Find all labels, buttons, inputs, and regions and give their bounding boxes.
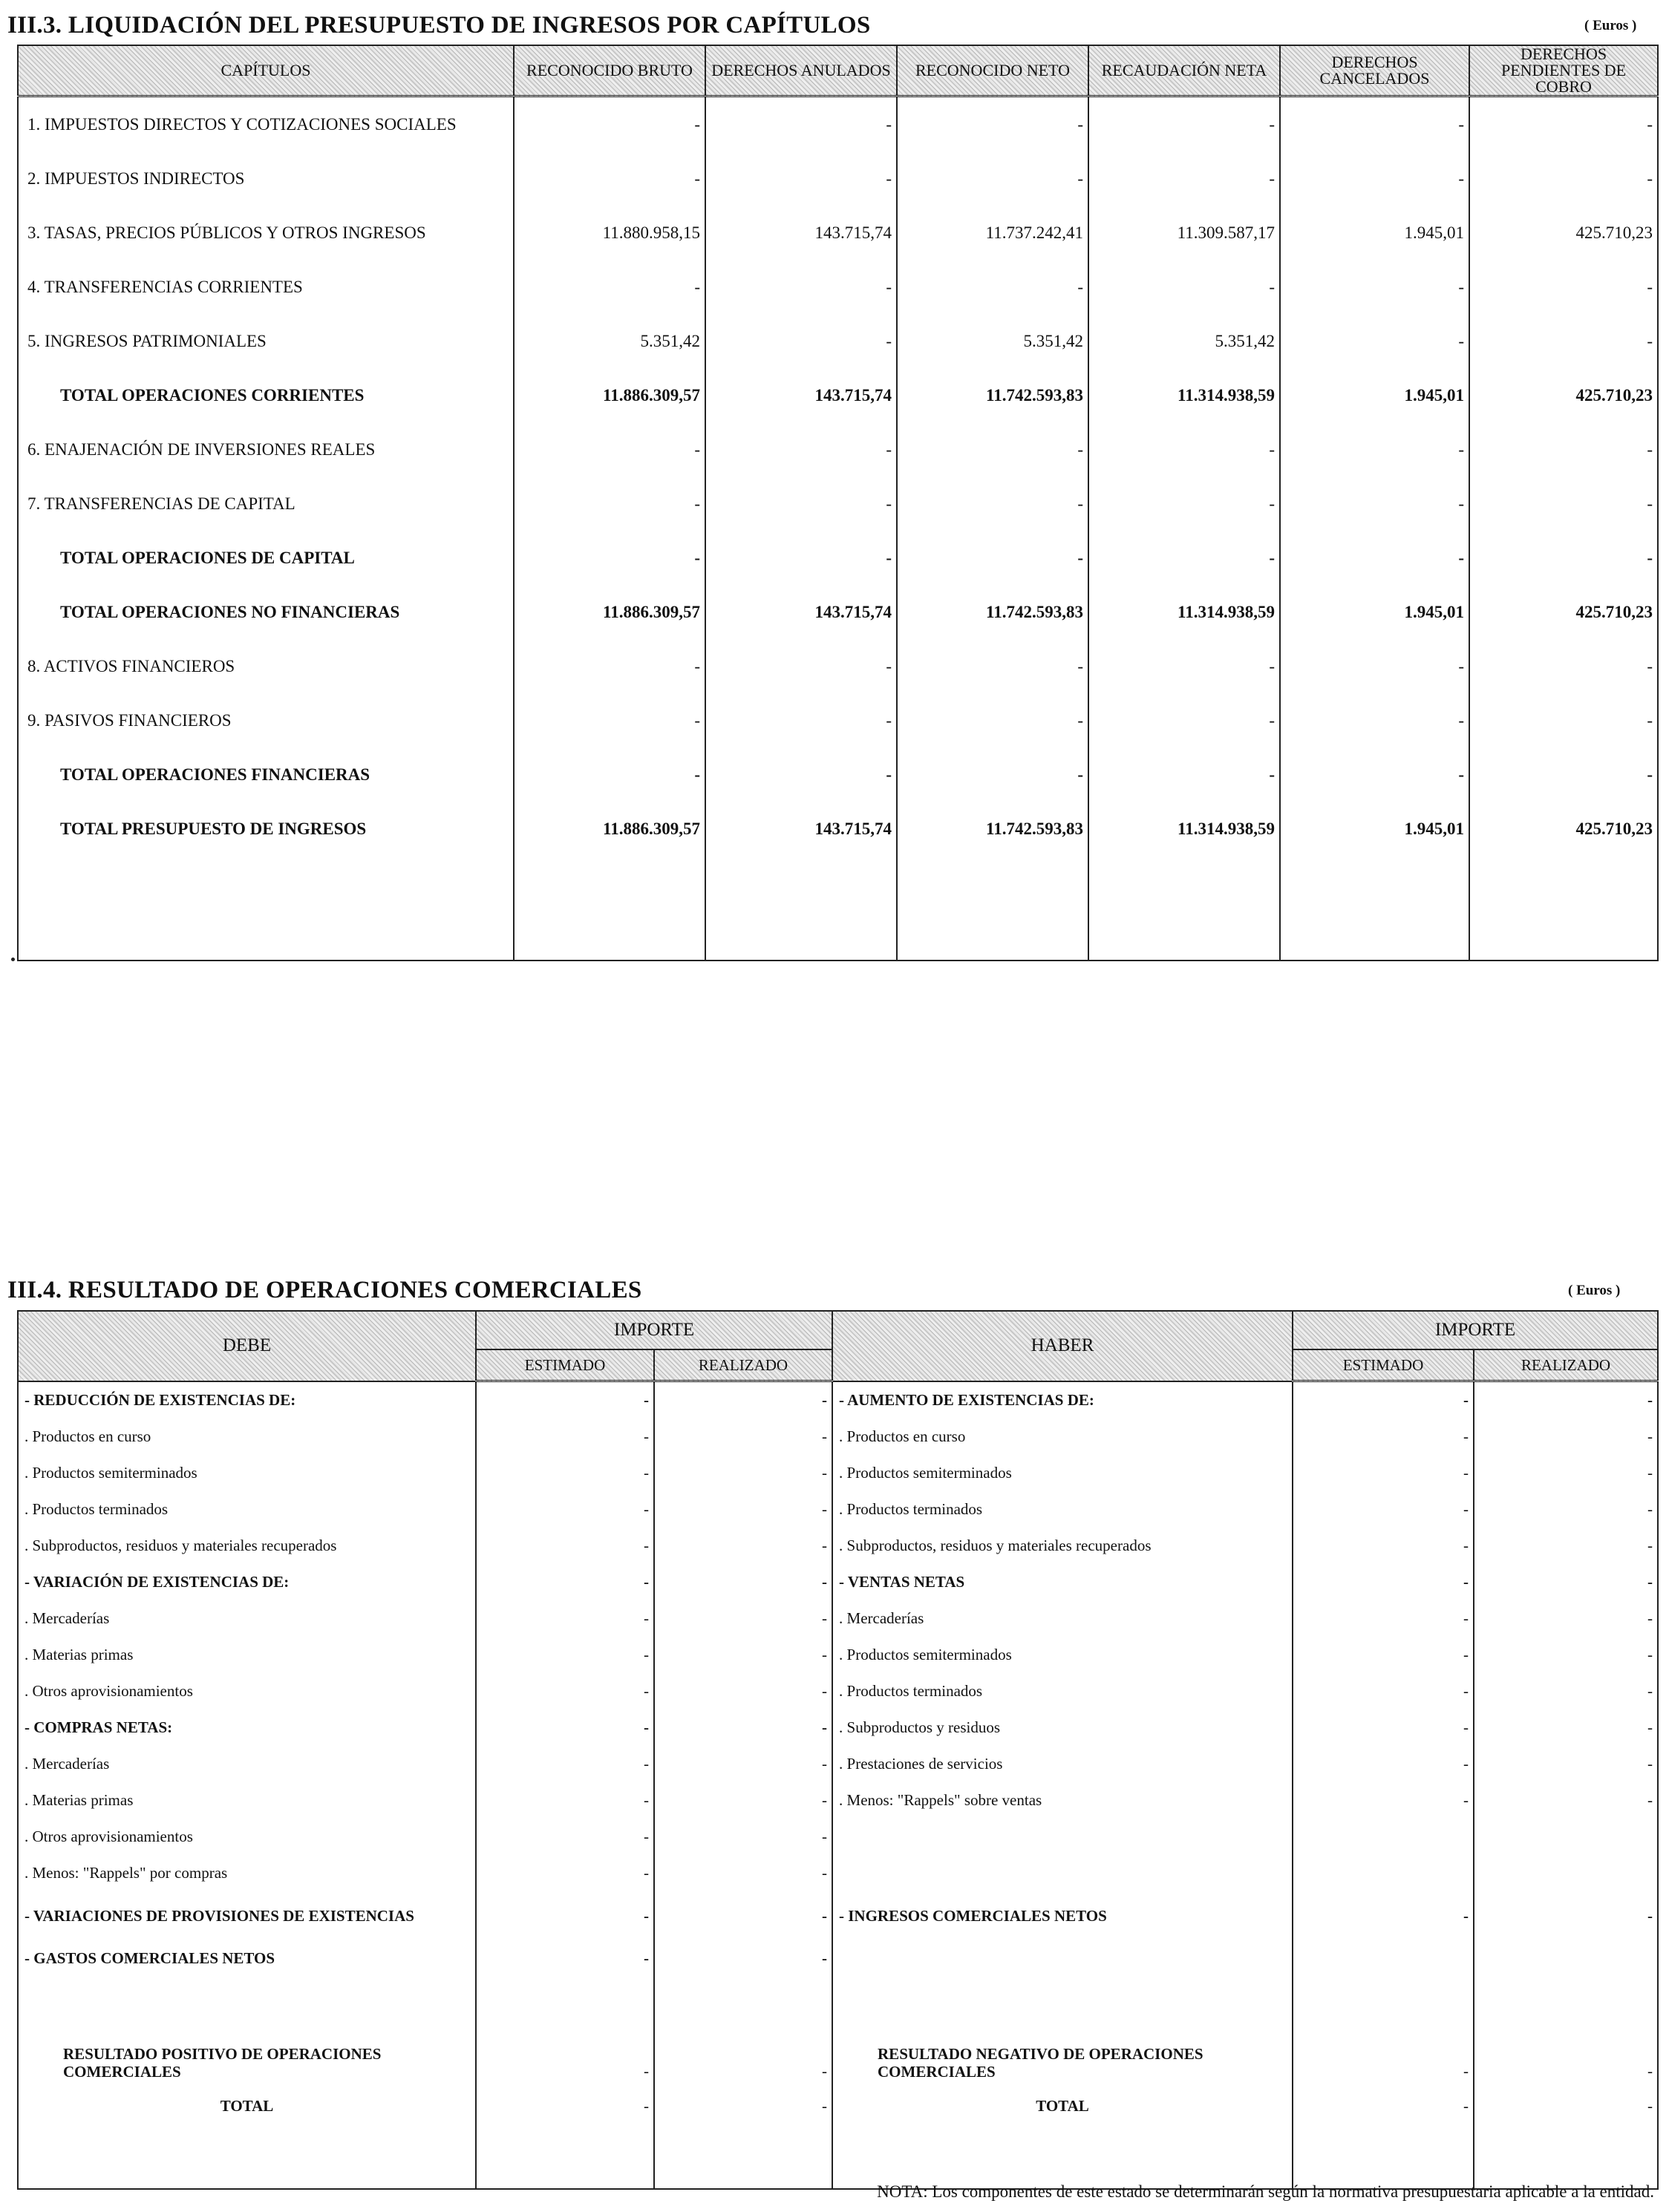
cell-value: - — [654, 1891, 832, 1940]
col-header-estimado: ESTIMADO — [1293, 1349, 1474, 1381]
table-row — [18, 1637, 1658, 1673]
cell-value: - — [1474, 1491, 1658, 1528]
total-row — [18, 531, 1658, 585]
row-label: TOTAL PRESUPUESTO DE INGRESOS — [18, 802, 514, 856]
cell-value: - — [1469, 314, 1658, 368]
cell-value: - — [1469, 151, 1658, 206]
table-row — [18, 260, 1658, 314]
cell-value: - — [1088, 96, 1280, 152]
cell-value: 11.886.309,57 — [514, 585, 705, 639]
cell-value: - — [654, 1709, 832, 1746]
cell-value: - — [476, 1455, 654, 1491]
cell-value: - — [1280, 151, 1469, 206]
cell-value: - — [897, 531, 1088, 585]
cell-value: - — [476, 1977, 654, 2088]
cell-value: - — [1293, 1491, 1474, 1528]
debe-label: - REDUCCIÓN DE EXISTENCIAS DE: — [18, 1381, 476, 1419]
cell-value: - — [1088, 151, 1280, 206]
cell-value: 1.945,01 — [1280, 585, 1469, 639]
cell-value: 143.715,74 — [705, 368, 897, 422]
col-header-reconocido-neto: RECONOCIDO NETO — [897, 45, 1088, 96]
cell-value: - — [897, 639, 1088, 693]
cell-value: - — [897, 422, 1088, 477]
cell-value: - — [1469, 639, 1658, 693]
cell-value: - — [514, 422, 705, 477]
total-row — [18, 802, 1658, 856]
cell-value: - — [1280, 260, 1469, 314]
col-header-capitulos: CAPÍTULOS — [18, 45, 514, 96]
cell-value: - — [1280, 747, 1469, 802]
debe-label: - COMPRAS NETAS: — [18, 1709, 476, 1746]
debe-label: . Subproductos, residuos y materiales recuperados — [18, 1528, 476, 1564]
table-header-row — [18, 1311, 1658, 1349]
col-header-realizado: REALIZADO — [654, 1349, 832, 1381]
cell-value: 425.710,23 — [1469, 802, 1658, 856]
cell-value: - — [654, 1528, 832, 1564]
cell-value: - — [1293, 1528, 1474, 1564]
haber-label: . Menos: "Rappels" sobre ventas — [832, 1782, 1293, 1819]
total-label-debe: TOTAL — [18, 2088, 476, 2124]
table-row — [18, 693, 1658, 747]
cell-value: - — [476, 1940, 654, 1977]
cell-value: - — [1474, 1419, 1658, 1455]
cell-value: - — [1293, 1637, 1474, 1673]
debe-label: - VARIACIÓN DE EXISTENCIAS DE: — [18, 1564, 476, 1600]
cell-value: - — [1293, 1419, 1474, 1455]
cell-value: 1.945,01 — [1280, 368, 1469, 422]
col-header-importe-haber: IMPORTE — [1293, 1311, 1658, 1349]
cell-value: - — [654, 1746, 832, 1782]
cell-value: - — [514, 477, 705, 531]
cell-value: - — [654, 1381, 832, 1419]
cell-value: - — [654, 1419, 832, 1455]
cell-value: - — [1088, 477, 1280, 531]
cell-value: 143.715,74 — [705, 206, 897, 260]
nota-footnote: NOTA: Los componentes de este estado se determinarán según la normativa presupuestaria aplicable a la entidad. — [877, 2182, 1654, 2201]
cell-value: 11.314.938,59 — [1088, 585, 1280, 639]
cell-value: 425.710,23 — [1469, 585, 1658, 639]
total-row — [18, 747, 1658, 802]
cell-value: - — [705, 639, 897, 693]
cell-value: - — [654, 1491, 832, 1528]
cell-value: 5.351,42 — [514, 314, 705, 368]
cell-value: - — [476, 1673, 654, 1709]
cell-value: - — [476, 1746, 654, 1782]
cell-value — [1474, 1819, 1658, 1855]
cell-value: - — [1469, 96, 1658, 152]
debe-label: - VARIACIONES DE PROVISIONES DE EXISTENCIAS — [18, 1891, 476, 1940]
row-label: TOTAL OPERACIONES DE CAPITAL — [18, 531, 514, 585]
col-header-importe-debe: IMPORTE — [476, 1311, 832, 1349]
section-3-title: III.3. LIQUIDACIÓN DEL PRESUPUESTO DE INGRESOS POR CAPÍTULOS — [7, 12, 871, 39]
cell-value: - — [897, 747, 1088, 802]
resultado-negativo-label: RESULTADO NEGATIVO DE OPERACIONES COMERCIALES — [832, 1977, 1293, 2088]
cell-value: - — [654, 1673, 832, 1709]
table-row — [18, 477, 1658, 531]
cell-value: - — [1474, 2088, 1658, 2124]
haber-label: . Productos terminados — [832, 1673, 1293, 1709]
table-row — [18, 422, 1658, 477]
haber-label: . Productos terminados — [832, 1491, 1293, 1528]
cell-value: 11.880.958,15 — [514, 206, 705, 260]
cell-value: - — [514, 96, 705, 152]
debe-label: . Mercaderías — [18, 1746, 476, 1782]
cell-value: - — [1469, 693, 1658, 747]
cell-value: - — [705, 151, 897, 206]
cell-value: - — [476, 1381, 654, 1419]
cell-value: 11.737.242,41 — [897, 206, 1088, 260]
total-row — [18, 2088, 1658, 2124]
table-row — [18, 1419, 1658, 1455]
cell-value: - — [514, 693, 705, 747]
cell-value: - — [1293, 1564, 1474, 1600]
cell-value: - — [1469, 747, 1658, 802]
row-label: TOTAL OPERACIONES FINANCIERAS — [18, 747, 514, 802]
table-header-row — [18, 45, 1658, 96]
ingresos-capitulos-table — [17, 45, 1659, 961]
section-4-units: ( Euros ) — [1568, 1283, 1621, 1298]
table-row — [18, 1709, 1658, 1746]
cell-value: - — [1474, 1673, 1658, 1709]
table-row — [18, 1381, 1658, 1419]
cell-value: - — [476, 1819, 654, 1855]
table-row — [18, 151, 1658, 206]
cell-value: - — [654, 1564, 832, 1600]
cell-value: - — [1474, 1600, 1658, 1637]
cell-value — [1474, 1855, 1658, 1891]
cell-value: - — [897, 260, 1088, 314]
section-4-title: III.4. RESULTADO DE OPERACIONES COMERCIALES — [7, 1277, 642, 1303]
cell-value: - — [1469, 531, 1658, 585]
row-label: 5. INGRESOS PATRIMONIALES — [18, 314, 514, 368]
cell-value: - — [1293, 1455, 1474, 1491]
cell-value: - — [476, 1419, 654, 1455]
haber-label: . Productos semiterminados — [832, 1455, 1293, 1491]
cell-value: - — [1474, 1528, 1658, 1564]
cell-value: - — [1293, 1600, 1474, 1637]
cell-value: - — [1474, 1381, 1658, 1419]
cell-value: - — [1469, 477, 1658, 531]
cell-value: - — [1474, 1637, 1658, 1673]
cell-value: - — [654, 1940, 832, 1977]
table-row — [18, 96, 1658, 152]
cell-value: - — [897, 693, 1088, 747]
cell-value: - — [514, 260, 705, 314]
cell-value: - — [654, 1855, 832, 1891]
debe-label: . Materias primas — [18, 1637, 476, 1673]
cell-value: - — [1280, 693, 1469, 747]
cell-value: - — [476, 1891, 654, 1940]
haber-label: . Subproductos, residuos y materiales recuperados — [832, 1528, 1293, 1564]
row-label: 3. TASAS, PRECIOS PÚBLICOS Y OTROS INGRESOS — [18, 206, 514, 260]
cell-value: - — [1469, 422, 1658, 477]
haber-label — [832, 1855, 1293, 1891]
cell-value: - — [654, 2088, 832, 2124]
cell-value: - — [476, 1637, 654, 1673]
cell-value: 11.309.587,17 — [1088, 206, 1280, 260]
cell-value — [1474, 1940, 1658, 1977]
cell-value: 143.715,74 — [705, 802, 897, 856]
cell-value: - — [1280, 422, 1469, 477]
row-label: 9. PASIVOS FINANCIEROS — [18, 693, 514, 747]
col-header-derechos-anulados: DERECHOS ANULADOS — [705, 45, 897, 96]
section-3-units: ( Euros ) — [1584, 18, 1637, 33]
cell-value: - — [705, 314, 897, 368]
haber-label: . Subproductos y residuos — [832, 1709, 1293, 1746]
cell-value: 1.945,01 — [1280, 802, 1469, 856]
col-header-pendientes-cobro: DERECHOS PENDIENTES DE COBRO — [1469, 45, 1658, 96]
haber-label: . Mercaderías — [832, 1600, 1293, 1637]
col-header-debe: DEBE — [18, 1311, 476, 1381]
cell-value: - — [1280, 639, 1469, 693]
cell-value: - — [705, 260, 897, 314]
haber-label: - AUMENTO DE EXISTENCIAS DE: — [832, 1381, 1293, 1419]
table-row — [18, 206, 1658, 260]
row-label: 2. IMPUESTOS INDIRECTOS — [18, 151, 514, 206]
table-row — [18, 1600, 1658, 1637]
table-row — [18, 1528, 1658, 1564]
row-label: 8. ACTIVOS FINANCIEROS — [18, 639, 514, 693]
cell-value: 425.710,23 — [1469, 206, 1658, 260]
col-header-recaudacion-neta: RECAUDACIÓN NETA — [1088, 45, 1280, 96]
operaciones-comerciales-table — [17, 1310, 1659, 2190]
cell-value: - — [476, 1782, 654, 1819]
cell-value: - — [1280, 314, 1469, 368]
col-header-realizado: REALIZADO — [1474, 1349, 1658, 1381]
cell-value: - — [654, 1455, 832, 1491]
cell-value — [1293, 1940, 1474, 1977]
cell-value: 143.715,74 — [705, 585, 897, 639]
table-row — [18, 1455, 1658, 1491]
row-label: 1. IMPUESTOS DIRECTOS Y COTIZACIONES SOCIALES — [18, 96, 514, 152]
cell-value: - — [1088, 260, 1280, 314]
debe-label: - GASTOS COMERCIALES NETOS — [18, 1940, 476, 1977]
cell-value: - — [1293, 1673, 1474, 1709]
cell-value: - — [705, 747, 897, 802]
cell-value: - — [1293, 2088, 1474, 2124]
cell-value: - — [654, 1600, 832, 1637]
cell-value: - — [654, 1819, 832, 1855]
cell-value: 11.886.309,57 — [514, 802, 705, 856]
cell-value: - — [514, 639, 705, 693]
row-label: 7. TRANSFERENCIAS DE CAPITAL — [18, 477, 514, 531]
haber-label: . Productos semiterminados — [832, 1637, 1293, 1673]
cell-value: 1.945,01 — [1280, 206, 1469, 260]
table-filler-row — [18, 856, 1658, 961]
row-label: TOTAL OPERACIONES CORRIENTES — [18, 368, 514, 422]
cell-value: - — [1474, 1709, 1658, 1746]
table-row — [18, 1746, 1658, 1782]
cell-value: 5.351,42 — [1088, 314, 1280, 368]
cell-value: - — [654, 1637, 832, 1673]
cell-value: 11.742.593,83 — [897, 368, 1088, 422]
cell-value: - — [705, 477, 897, 531]
debe-label: . Productos en curso — [18, 1419, 476, 1455]
cell-value: 5.351,42 — [897, 314, 1088, 368]
debe-label: . Mercaderías — [18, 1600, 476, 1637]
cell-value: - — [1293, 1381, 1474, 1419]
col-header-reconocido-bruto: RECONOCIDO BRUTO — [514, 45, 705, 96]
cell-value: - — [1088, 639, 1280, 693]
cell-value: - — [705, 693, 897, 747]
debe-label: . Otros aprovisionamientos — [18, 1819, 476, 1855]
cell-value: - — [1280, 96, 1469, 152]
stray-dot — [11, 958, 15, 961]
haber-label — [832, 1940, 1293, 1977]
cell-value: - — [654, 1782, 832, 1819]
cell-value: 11.742.593,83 — [897, 802, 1088, 856]
table-row — [18, 1819, 1658, 1855]
cell-value: - — [476, 1855, 654, 1891]
cell-value: 11.314.938,59 — [1088, 802, 1280, 856]
cell-value: - — [514, 151, 705, 206]
debe-label: . Otros aprovisionamientos — [18, 1673, 476, 1709]
table-row — [18, 639, 1658, 693]
haber-label: . Productos en curso — [832, 1419, 1293, 1455]
cell-value: - — [476, 1600, 654, 1637]
cell-value: - — [705, 531, 897, 585]
table-row — [18, 1564, 1658, 1600]
cell-value: 11.886.309,57 — [514, 368, 705, 422]
cell-value: - — [476, 2088, 654, 2124]
cell-value: - — [1474, 1977, 1658, 2088]
col-header-derechos-cancelados: DERECHOS CANCELADOS — [1280, 45, 1469, 96]
cell-value: - — [1474, 1891, 1658, 1940]
cell-value: - — [1293, 1977, 1474, 2088]
cell-value: - — [1088, 747, 1280, 802]
cell-value: - — [897, 96, 1088, 152]
cell-value: - — [897, 477, 1088, 531]
cell-value: 425.710,23 — [1469, 368, 1658, 422]
haber-label: - INGRESOS COMERCIALES NETOS — [832, 1891, 1293, 1940]
debe-label: . Menos: "Rappels" por compras — [18, 1855, 476, 1891]
cell-value: - — [1088, 531, 1280, 585]
cell-value: - — [654, 1977, 832, 2088]
debe-label: . Materias primas — [18, 1782, 476, 1819]
table-filler-row — [18, 2124, 1658, 2189]
cell-value: - — [1293, 1709, 1474, 1746]
cell-value — [1293, 1819, 1474, 1855]
haber-label — [832, 1819, 1293, 1855]
col-header-haber: HABER — [832, 1311, 1293, 1381]
cell-value: 11.314.938,59 — [1088, 368, 1280, 422]
cell-value: - — [1088, 422, 1280, 477]
total-label-haber: TOTAL — [832, 2088, 1293, 2124]
cell-value: - — [514, 747, 705, 802]
debe-label: . Productos semiterminados — [18, 1455, 476, 1491]
table-row — [18, 1782, 1658, 1819]
cell-value: - — [476, 1564, 654, 1600]
total-row — [18, 585, 1658, 639]
total-row — [18, 368, 1658, 422]
row-label: TOTAL OPERACIONES NO FINANCIERAS — [18, 585, 514, 639]
table-row — [18, 314, 1658, 368]
table-row — [18, 1855, 1658, 1891]
cell-value: - — [1293, 1746, 1474, 1782]
cell-value: - — [1469, 260, 1658, 314]
table-row — [18, 1673, 1658, 1709]
haber-label: - VENTAS NETAS — [832, 1564, 1293, 1600]
cell-value: - — [1474, 1746, 1658, 1782]
cell-value: - — [1474, 1564, 1658, 1600]
row-label: 6. ENAJENACIÓN DE INVERSIONES REALES — [18, 422, 514, 477]
cell-value: - — [476, 1491, 654, 1528]
table-row — [18, 1491, 1658, 1528]
row-label: 4. TRANSFERENCIAS CORRIENTES — [18, 260, 514, 314]
cell-value: - — [1474, 1782, 1658, 1819]
cell-value: - — [1293, 1782, 1474, 1819]
col-header-estimado: ESTIMADO — [476, 1349, 654, 1381]
haber-label: . Prestaciones de servicios — [832, 1746, 1293, 1782]
cell-value: - — [1088, 693, 1280, 747]
table-row — [18, 1891, 1658, 1940]
cell-value: - — [476, 1528, 654, 1564]
cell-value: - — [1280, 531, 1469, 585]
cell-value: - — [1474, 1455, 1658, 1491]
debe-label: . Productos terminados — [18, 1491, 476, 1528]
cell-value: - — [705, 96, 897, 152]
resultado-positivo-label: RESULTADO POSITIVO DE OPERACIONES COMERCIALES — [18, 1977, 476, 2088]
cell-value: - — [476, 1709, 654, 1746]
result-row — [18, 1977, 1658, 2088]
cell-value: - — [705, 422, 897, 477]
cell-value: - — [1280, 477, 1469, 531]
cell-value: - — [514, 531, 705, 585]
table-row — [18, 1940, 1658, 1977]
cell-value: 11.742.593,83 — [897, 585, 1088, 639]
cell-value: - — [1293, 1891, 1474, 1940]
cell-value — [1293, 1855, 1474, 1891]
cell-value: - — [897, 151, 1088, 206]
